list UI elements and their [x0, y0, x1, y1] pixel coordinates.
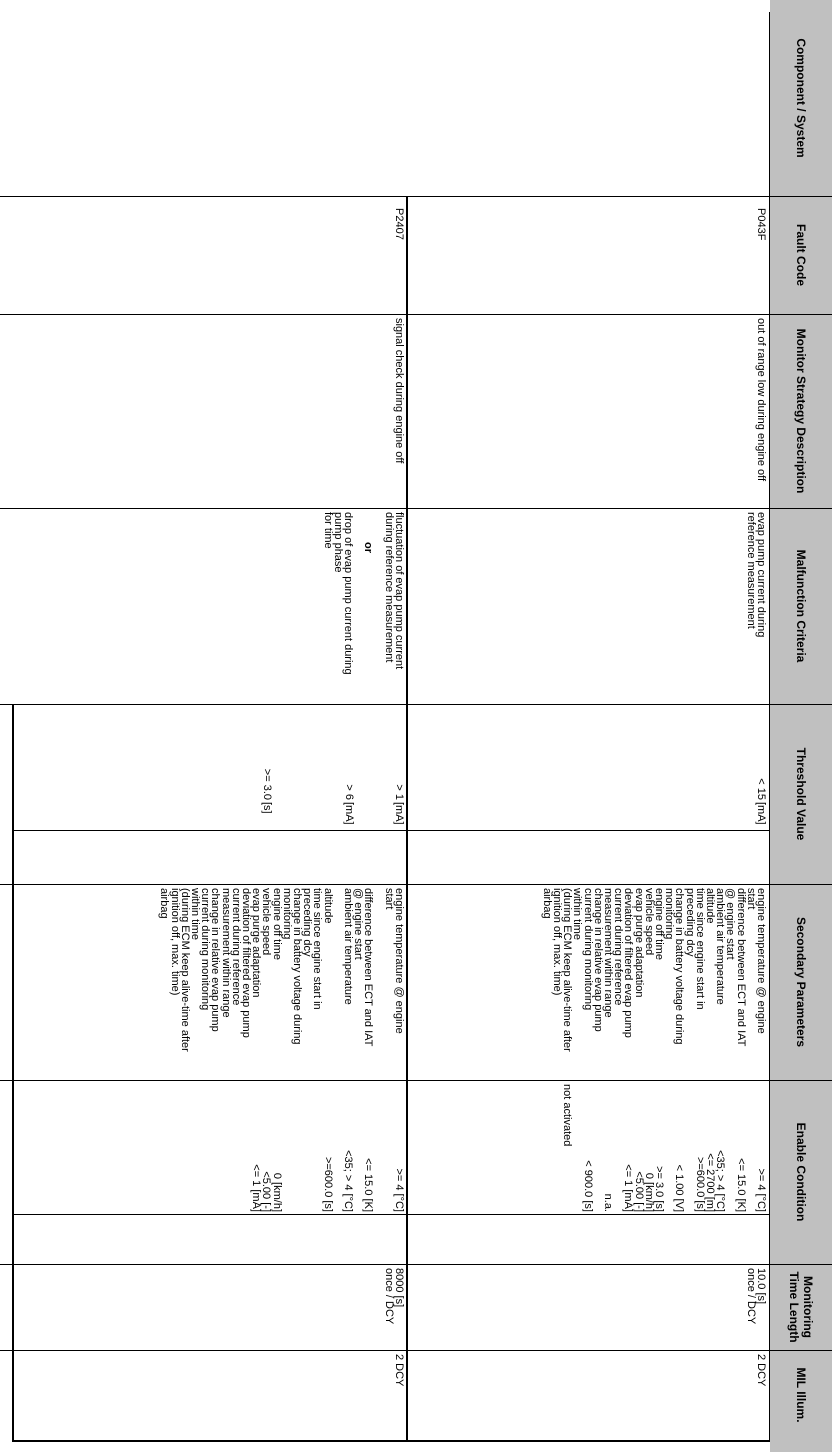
enable-line [394, 1084, 404, 1212]
enable-value: >= 3.0 [653, 1166, 666, 1198]
threshold-value: >= 3.0 [261, 768, 273, 800]
enable-line [644, 1084, 654, 1212]
threshold-unit: [s] [261, 802, 273, 814]
enable-value: <5.00 [632, 1171, 645, 1200]
col-line [0, 508, 832, 509]
secondary-line [333, 888, 343, 1052]
secondary-line: current during monitoring [199, 888, 212, 1011]
enable-unit: [-] [632, 1202, 645, 1212]
secondary-line: difference between ECT and IAT [734, 888, 747, 1047]
enable-line [684, 1084, 694, 1212]
enable-value: 0 [270, 1172, 283, 1179]
secondary-line: evap purge adaptation [250, 888, 263, 998]
fault-code-p043f: P043F [755, 208, 767, 241]
enable-unit: [mA] [622, 1189, 635, 1212]
secondary-line: altitude [703, 888, 716, 924]
col-line [0, 314, 832, 315]
malfunction-line: pump phase [331, 512, 344, 573]
enable-line [271, 1084, 281, 1212]
enable-line [353, 1084, 363, 1212]
secondary-line: within time [571, 888, 584, 940]
secondary-line: monitoring [663, 888, 676, 940]
monitoring-dcy-row2: once / DCY [383, 1268, 395, 1325]
secondary-line: ambient air temperature [342, 888, 354, 1005]
secondary-line: engine off time [270, 888, 283, 960]
row-line [12, 704, 14, 1442]
secondary-line: deviation of filtered evap pump [239, 888, 252, 1038]
enable-line [190, 1084, 200, 1212]
enable-line [623, 1084, 633, 1212]
secondary-line: change in relative evap pump [591, 888, 604, 1032]
secondary-line: vehicle speed [642, 888, 655, 956]
row-line [769, 12, 770, 1442]
header-mil-illum: MIL Illum. [794, 1367, 808, 1423]
secondary-line: engine temperature @ engine [755, 888, 767, 1034]
secondary-line: ignition off, max. time) [168, 888, 181, 996]
secondary-line: difference between ECT and IAT [362, 888, 375, 1047]
secondary-line: engine temperature @ engine [393, 888, 405, 1034]
enable-value: >=600.0 [321, 1156, 334, 1198]
secondary-line: deviation of filtered evap pump [622, 888, 635, 1038]
enable-line [333, 1084, 343, 1212]
secondary-line: ambient air temperature [714, 888, 727, 1005]
secondary-line: time since engine start in [693, 888, 706, 1010]
secondary-line: time since engine start in [311, 888, 324, 1010]
enable-line [746, 1084, 756, 1212]
secondary-line: airbag [158, 888, 171, 919]
secondary-line: preceding dcy [683, 888, 696, 957]
enable-unit: [s] [653, 1200, 666, 1212]
enable-unit: [V] [673, 1198, 686, 1212]
enable-value: <= 1 [622, 1164, 635, 1187]
mil-row1: 2 DCY [755, 1354, 767, 1387]
col-line [12, 1440, 770, 1442]
secondary-line: change in battery voltage during [673, 888, 686, 1045]
malfunction-line: reference measurement [744, 512, 757, 629]
enable-line [603, 1084, 613, 1212]
secondary-line: engine off time [652, 888, 665, 960]
enable-line [582, 1084, 592, 1212]
malfunction-row1 [746, 512, 766, 637]
enable-line [593, 1084, 603, 1212]
secondary-line: preceding dcy [301, 888, 314, 957]
enable-value: >=600.0 [693, 1156, 706, 1198]
enable-line [210, 1084, 220, 1212]
enable-value: <5.00 [260, 1171, 273, 1200]
secondary-line: vehicle speed [260, 888, 273, 956]
secondary-line: monitoring [280, 888, 293, 940]
threshold-unit: [mA] [343, 802, 355, 825]
malfunction-line [353, 512, 363, 675]
row-line [406, 196, 408, 1442]
enable-line [735, 1084, 745, 1212]
monitoring-time-row2: 8000 [s] [393, 1268, 405, 1308]
enable-line [725, 1084, 735, 1212]
enable-value: not activated [561, 1084, 574, 1147]
malfunction-line: evap pump current during [755, 512, 767, 638]
mil-row2: 2 DCY [393, 1354, 405, 1387]
enable-row2 [190, 1084, 404, 1212]
enable-unit: [-] [260, 1202, 273, 1212]
enable-unit: [°C] [714, 1193, 727, 1212]
enable-unit: [K] [734, 1198, 747, 1212]
threshold-unit: [mA] [393, 802, 405, 825]
col-line [0, 884, 832, 885]
enable-unit: [K] [362, 1198, 375, 1212]
enable-line [613, 1084, 623, 1212]
malfunction-row2 [322, 512, 404, 675]
monitoring-dcy-row1: once / DCY [745, 1268, 757, 1325]
enable-unit: [°C] [755, 1193, 767, 1212]
header-malfunction-criteria: Malfunction Criteria [794, 549, 808, 663]
col-line [12, 704, 770, 705]
secondary-row1 [542, 888, 766, 1052]
header-threshold-value: Threshold Value [794, 747, 808, 841]
enable-line [251, 1084, 261, 1212]
enable-line [241, 1084, 251, 1212]
col-line [0, 1264, 832, 1265]
enable-unit: [km/h] [642, 1182, 655, 1212]
secondary-row2 [159, 888, 404, 1052]
malfunction-line: for time [321, 512, 334, 549]
enable-line [343, 1084, 353, 1212]
enable-unit: [s] [321, 1200, 334, 1212]
enable-value: < 900.0 [581, 1160, 594, 1198]
enable-unit: [km/h] [270, 1182, 283, 1212]
header-secondary-parameters: Secondary Parameters [794, 916, 808, 1048]
enable-line [220, 1084, 240, 1212]
secondary-line: ignition off, max. time) [550, 888, 563, 996]
enable-line [302, 1084, 312, 1212]
secondary-line [373, 888, 383, 1052]
enable-line [261, 1084, 271, 1212]
enable-line [674, 1084, 684, 1212]
monitor-row2: signal check during engine off [393, 318, 405, 464]
enable-value: >= 4 [755, 1168, 767, 1191]
enable-line [363, 1084, 373, 1212]
enable-line [633, 1084, 643, 1212]
enable-value: <35; > 4 [342, 1150, 355, 1191]
header-monitor-strategy: Monitor Strategy Description [794, 328, 808, 494]
col-line [12, 830, 770, 831]
enable-value: <35; > 4 [714, 1150, 727, 1191]
malfunction-or: or [362, 542, 375, 553]
enable-value: <= 1 [250, 1164, 263, 1187]
enable-line [715, 1084, 725, 1212]
secondary-line: @ engine start [352, 888, 365, 960]
enable-unit: [°C] [342, 1193, 355, 1212]
header-enable-condition: Enable Condition [794, 1122, 808, 1222]
header-component: Component / System [794, 38, 808, 158]
enable-line [373, 1084, 393, 1212]
monitoring-time-row1: 10.0 [s] [755, 1268, 767, 1305]
monitor-row1: out of range low during engine off [755, 318, 767, 482]
fault-code-p2407: P2407 [393, 208, 405, 240]
col-line [0, 1080, 832, 1081]
secondary-line: change in battery voltage during [291, 888, 303, 1045]
enable-value: < 1.00 [673, 1164, 686, 1196]
secondary-line: current during monitoring [581, 888, 594, 1011]
secondary-line: change in relative evap pump [209, 888, 222, 1032]
enable-value: 0 [642, 1172, 655, 1179]
col-line [0, 1350, 832, 1351]
enable-line [654, 1084, 664, 1212]
enable-value: >= 4 [393, 1168, 405, 1191]
secondary-line: altitude [321, 888, 334, 924]
secondary-line: start [744, 888, 757, 910]
secondary-line: evap purge adaptation [632, 888, 645, 998]
secondary-line: current during reference [612, 888, 625, 1006]
enable-unit: [mA] [250, 1189, 263, 1212]
enable-value: <= 15.0 [362, 1158, 375, 1196]
enable-line [756, 1084, 766, 1212]
enable-unit: [s] [693, 1200, 706, 1212]
malfunction-line: drop of evap pump current during [342, 512, 355, 675]
secondary-line: measurement within range [601, 888, 614, 1018]
enable-line [562, 1084, 572, 1212]
secondary-line: @ engine start [724, 888, 737, 960]
header-fault-code: Fault Code [794, 224, 808, 286]
enable-unit: [s] [581, 1200, 594, 1212]
threshold-value: > 6 [343, 784, 355, 800]
secondary-line: current during reference [229, 888, 242, 1006]
enable-value: <= 2700 [704, 1153, 717, 1194]
threshold-value: < 15 [755, 778, 767, 800]
enable-row1 [562, 1084, 766, 1212]
secondary-line: (during ECM keep alive-time after [561, 888, 574, 1052]
enable-unit: [°C] [393, 1193, 405, 1212]
threshold-value: > 1 [393, 784, 405, 800]
enable-unit: [m] [704, 1196, 717, 1212]
secondary-line: start [382, 888, 395, 910]
malfunction-line: during reference measurement [382, 512, 395, 663]
malfunction-line [373, 512, 383, 675]
col-line [12, 1214, 770, 1215]
secondary-line: measurement within range [219, 888, 232, 1018]
enable-value: <= 15.0 [734, 1158, 747, 1196]
enable-line [572, 1084, 582, 1212]
threshold-unit: [mA] [755, 802, 767, 825]
secondary-line: (during ECM keep alive-time after [178, 888, 191, 1052]
secondary-line: within time [188, 888, 201, 940]
malfunction-line: fluctuation of evap pump current [393, 512, 405, 670]
enable-line [695, 1084, 705, 1212]
enable-line [282, 1084, 292, 1212]
secondary-line: airbag [540, 888, 553, 919]
enable-line [292, 1084, 302, 1212]
col-line [0, 196, 832, 197]
enable-line [322, 1084, 332, 1212]
header-monitoring-time: Monitoring Time Length [787, 1271, 815, 1343]
enable-line [664, 1084, 674, 1212]
enable-value: n.a. [602, 1193, 615, 1212]
enable-line [705, 1084, 715, 1212]
enable-line [312, 1084, 322, 1212]
enable-line [200, 1084, 210, 1212]
